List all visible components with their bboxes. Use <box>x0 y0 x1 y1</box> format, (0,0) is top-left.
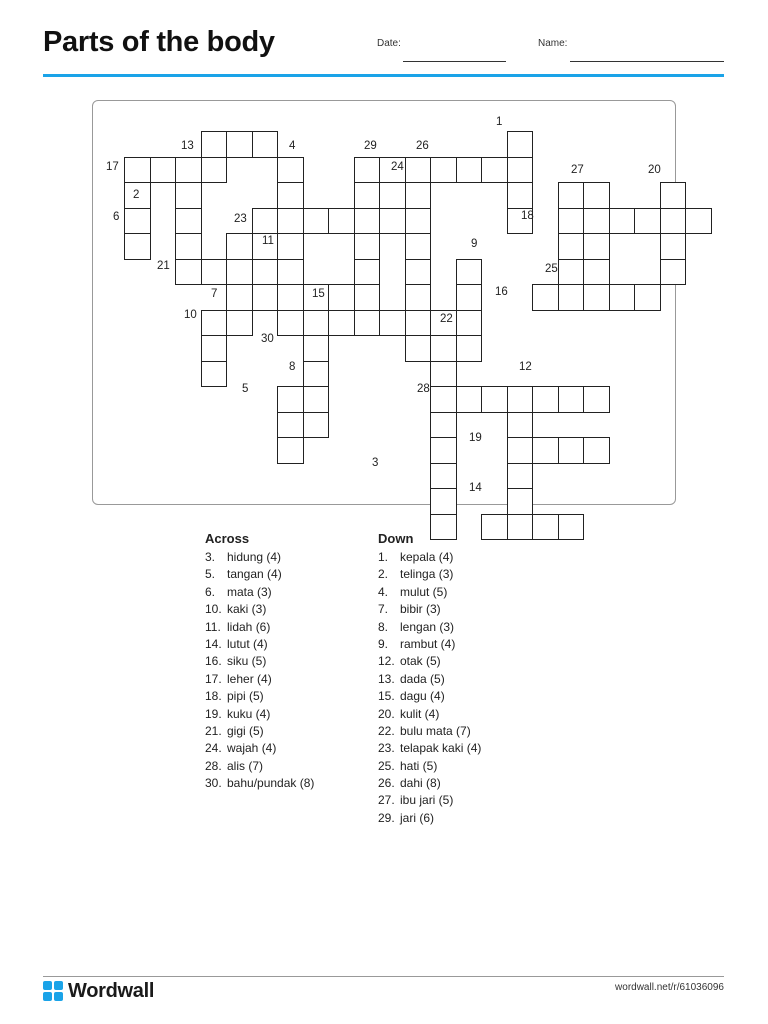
clue-text: lutut (4) <box>227 636 268 651</box>
crossword-cell[interactable] <box>328 208 355 235</box>
clue-number-label: 10 <box>184 309 197 321</box>
clue-text: bulu mata (7) <box>400 723 471 738</box>
down-clues <box>378 530 481 827</box>
clue-number: 13. <box>378 671 395 686</box>
clue-number: 12. <box>378 654 395 669</box>
across-clue <box>205 775 314 792</box>
clue-number: 8. <box>378 619 389 634</box>
clue-number-label: 29 <box>364 140 377 152</box>
across-clue <box>205 566 314 583</box>
across-clue <box>205 706 314 723</box>
crossword-cell[interactable] <box>252 284 279 311</box>
crossword-cell[interactable] <box>583 208 610 235</box>
crossword-cell[interactable] <box>430 412 457 439</box>
down-clue <box>378 758 481 775</box>
clue-number: 2. <box>378 567 389 582</box>
crossword-cell[interactable] <box>558 437 585 464</box>
crossword-cell[interactable] <box>507 488 534 515</box>
crossword-cell[interactable] <box>150 157 177 184</box>
crossword-cell[interactable] <box>277 284 304 311</box>
clue-text: kulit (4) <box>400 706 440 721</box>
crossword-cell[interactable] <box>507 412 534 439</box>
clue-number-label: 24 <box>391 161 404 173</box>
wordwall-logo-icon <box>43 981 63 1001</box>
crossword-cell[interactable] <box>583 233 610 260</box>
crossword-cell[interactable] <box>609 284 636 311</box>
clue-number: 9. <box>378 636 389 651</box>
crossword-cell[interactable] <box>277 157 304 184</box>
crossword-cell[interactable] <box>354 310 381 337</box>
crossword-cell[interactable] <box>405 259 432 286</box>
crossword-cell[interactable] <box>226 131 253 158</box>
crossword-cell[interactable] <box>456 310 483 337</box>
crossword-cell[interactable] <box>558 386 585 413</box>
crossword-cell[interactable] <box>558 259 585 286</box>
crossword-cell[interactable] <box>226 233 253 260</box>
crossword-cell[interactable] <box>252 131 279 158</box>
crossword-cell[interactable] <box>201 157 228 184</box>
clue-text: leher (4) <box>227 671 272 686</box>
clue-number-label: 20 <box>648 164 661 176</box>
clue-number-label: 30 <box>261 333 274 345</box>
clue-number-label: 7 <box>211 288 218 300</box>
crossword-cell[interactable] <box>201 131 228 158</box>
clue-text: alis (7) <box>227 758 264 773</box>
clue-number: 14. <box>205 636 222 651</box>
clue-number-label: 11 <box>262 235 274 247</box>
crossword-cell[interactable] <box>303 412 330 439</box>
crossword-cell[interactable] <box>226 310 253 337</box>
clue-number: 7. <box>378 602 389 617</box>
down-clue <box>378 549 481 566</box>
footer-url: wordwall.net/r/61036096 <box>615 982 724 993</box>
crossword-cell[interactable] <box>558 208 585 235</box>
crossword-cell[interactable] <box>226 284 253 311</box>
crossword-cell[interactable] <box>201 335 228 362</box>
clue-text: hati (5) <box>400 758 438 773</box>
header-divider <box>43 74 724 77</box>
clue-number: 27. <box>378 793 395 808</box>
crossword-cell[interactable] <box>405 310 432 337</box>
crossword-cell[interactable] <box>583 437 610 464</box>
clue-number-label: 1 <box>496 116 503 128</box>
crossword-cell[interactable] <box>252 208 279 235</box>
clue-number-label: 22 <box>440 313 453 325</box>
crossword-cell[interactable] <box>175 259 202 286</box>
crossword-cell[interactable] <box>303 208 330 235</box>
crossword-cell[interactable] <box>456 386 483 413</box>
crossword-cell[interactable] <box>201 361 228 388</box>
clue-number: 17. <box>205 671 222 686</box>
crossword-cell[interactable] <box>354 157 381 184</box>
crossword-cell[interactable] <box>685 208 712 235</box>
clue-number: 16. <box>205 654 222 669</box>
across-clue <box>205 671 314 688</box>
clue-number-label: 28 <box>417 383 430 395</box>
across-clue <box>205 636 314 653</box>
crossword-cell[interactable] <box>303 335 330 362</box>
crossword-cell[interactable] <box>430 386 457 413</box>
crossword-cell[interactable] <box>532 437 559 464</box>
crossword-cell[interactable] <box>660 259 687 286</box>
down-clue <box>378 671 481 688</box>
crossword-cell[interactable] <box>354 284 381 311</box>
clue-number-label: 2 <box>133 189 140 201</box>
across-clue <box>205 758 314 775</box>
crossword-cell[interactable] <box>405 284 432 311</box>
crossword-cell[interactable] <box>175 208 202 235</box>
logo-text: Wordwall <box>68 979 155 1002</box>
clue-number: 6. <box>205 584 216 599</box>
clue-text: otak (5) <box>400 654 441 669</box>
down-heading: Down <box>378 531 414 546</box>
down-clue <box>378 792 481 809</box>
crossword-cell[interactable] <box>532 284 559 311</box>
crossword-cell[interactable] <box>583 386 610 413</box>
crossword-cell[interactable] <box>583 284 610 311</box>
clue-number-label: 3 <box>372 457 379 469</box>
crossword-cell[interactable] <box>124 208 151 235</box>
clue-number: 23. <box>378 741 395 756</box>
clue-text: kaki (3) <box>227 602 267 617</box>
down-clue <box>378 601 481 618</box>
crossword-cell[interactable] <box>609 208 636 235</box>
crossword-cell[interactable] <box>532 514 559 541</box>
clue-text: telinga (3) <box>400 567 454 582</box>
crossword-cell[interactable] <box>430 488 457 515</box>
crossword-cell[interactable] <box>405 233 432 260</box>
across-clue <box>205 549 314 566</box>
crossword-cell[interactable] <box>201 310 228 337</box>
crossword-cell[interactable] <box>277 182 304 209</box>
crossword-cell[interactable] <box>277 310 304 337</box>
crossword-cell[interactable] <box>660 208 687 235</box>
clue-number-label: 17 <box>106 161 119 173</box>
crossword-cell[interactable] <box>430 437 457 464</box>
crossword-cell[interactable] <box>430 463 457 490</box>
clue-number-label: 18 <box>521 210 534 222</box>
crossword-cell[interactable] <box>481 514 508 541</box>
crossword-cell[interactable] <box>303 361 330 388</box>
clue-number-label: 14 <box>469 482 482 494</box>
clue-number: 3. <box>205 550 216 564</box>
clue-number: 25. <box>378 758 395 773</box>
clue-text: gigi (5) <box>227 723 264 738</box>
crossword-cell[interactable] <box>507 182 534 209</box>
crossword-cell[interactable] <box>456 335 483 362</box>
crossword-cell[interactable] <box>277 437 304 464</box>
down-clue <box>378 775 481 792</box>
crossword-cell[interactable] <box>226 259 253 286</box>
crossword-cell[interactable] <box>507 386 534 413</box>
clue-text: hidung (4) <box>227 550 282 564</box>
across-clue <box>205 723 314 740</box>
clue-text: rambut (4) <box>400 636 456 651</box>
down-clue <box>378 636 481 653</box>
clue-number: 26. <box>378 776 395 791</box>
clue-number-label: 25 <box>545 263 558 275</box>
crossword-cell[interactable] <box>175 182 202 209</box>
clue-text: mata (3) <box>227 584 272 599</box>
clue-number: 5. <box>205 567 216 582</box>
across-clue <box>205 619 314 636</box>
clue-text: bibir (3) <box>400 602 441 617</box>
crossword-cell[interactable] <box>354 208 381 235</box>
clue-text: pipi (5) <box>227 689 264 704</box>
across-clue <box>205 740 314 757</box>
clue-number: 28. <box>205 758 222 773</box>
down-clue <box>378 619 481 636</box>
crossword-cell[interactable] <box>405 335 432 362</box>
crossword-cell[interactable] <box>456 259 483 286</box>
crossword-cell[interactable] <box>277 386 304 413</box>
clue-text: kepala (4) <box>400 550 454 564</box>
crossword-cell[interactable] <box>507 437 534 464</box>
crossword-cell[interactable] <box>507 463 534 490</box>
down-clue <box>378 688 481 705</box>
clue-number-label: 8 <box>289 361 296 373</box>
crossword-cell[interactable] <box>252 259 279 286</box>
clue-number-label: 4 <box>289 140 296 152</box>
crossword-cell[interactable] <box>405 157 432 184</box>
crossword-cell[interactable] <box>660 233 687 260</box>
clue-text: mulut (5) <box>400 584 448 599</box>
crossword-cell[interactable] <box>456 157 483 184</box>
crossword-cell[interactable] <box>354 182 381 209</box>
crossword-cell[interactable] <box>430 361 457 388</box>
clue-text: jari (6) <box>400 810 435 825</box>
down-clue <box>378 810 481 827</box>
clue-number-label: 15 <box>312 288 325 300</box>
clue-number-label: 13 <box>181 140 194 152</box>
crossword-cell[interactable] <box>430 157 457 184</box>
clue-text: tangan (4) <box>227 567 282 582</box>
down-clue <box>378 740 481 757</box>
crossword-cell[interactable] <box>660 182 687 209</box>
crossword-cell[interactable] <box>456 284 483 311</box>
crossword-cell[interactable] <box>124 157 151 184</box>
crossword-cell[interactable] <box>303 386 330 413</box>
clue-number-label: 21 <box>157 260 170 272</box>
crossword-cell[interactable] <box>328 310 355 337</box>
crossword-cell[interactable] <box>354 233 381 260</box>
date-line <box>403 61 506 62</box>
down-clue <box>378 566 481 583</box>
clue-text: ibu jari (5) <box>400 793 454 808</box>
crossword-cell[interactable] <box>507 157 534 184</box>
name-label: Name: <box>538 38 568 49</box>
clue-number: 29. <box>378 810 395 825</box>
crossword-cell[interactable] <box>634 284 661 311</box>
clue-text: telapak kaki (4) <box>400 741 482 756</box>
clue-text: lengan (3) <box>400 619 455 634</box>
crossword-cell[interactable] <box>532 386 559 413</box>
clue-number-label: 9 <box>471 238 478 250</box>
crossword-cell[interactable] <box>583 182 610 209</box>
clue-text: dada (5) <box>400 671 445 686</box>
clue-text: bahu/pundak (8) <box>227 776 315 791</box>
crossword-cell[interactable] <box>481 386 508 413</box>
crossword-cell[interactable] <box>175 233 202 260</box>
clue-number: 22. <box>378 723 395 738</box>
clue-number: 11. <box>205 619 221 634</box>
crossword-cell[interactable] <box>303 310 330 337</box>
across-clues <box>205 530 314 792</box>
clue-number: 18. <box>205 689 222 704</box>
crossword-cell[interactable] <box>277 208 304 235</box>
wordwall-logo <box>43 981 154 1001</box>
crossword-cell[interactable] <box>558 182 585 209</box>
clue-text: kuku (4) <box>227 706 271 721</box>
across-clue <box>205 584 314 601</box>
across-clue <box>205 688 314 705</box>
crossword-cell[interactable] <box>328 284 355 311</box>
across-clue <box>205 601 314 618</box>
clue-number: 24. <box>205 741 222 756</box>
crossword-cell[interactable] <box>507 131 534 158</box>
crossword-cell[interactable] <box>354 259 381 286</box>
clue-number-label: 5 <box>242 383 249 395</box>
clue-number-label: 12 <box>519 361 532 373</box>
clue-text: siku (5) <box>227 654 267 669</box>
clue-number-label: 6 <box>113 211 120 223</box>
down-clue <box>378 723 481 740</box>
clue-text: dagu (4) <box>400 689 445 704</box>
clue-number: 19. <box>205 706 222 721</box>
crossword-cell[interactable] <box>405 208 432 235</box>
clue-number-label: 23 <box>234 213 247 225</box>
crossword-cell[interactable] <box>175 157 202 184</box>
crossword-cell[interactable] <box>405 182 432 209</box>
clue-number: 21. <box>205 723 222 738</box>
crossword-cell[interactable] <box>507 514 534 541</box>
clue-number-label: 16 <box>495 286 508 298</box>
clue-number-label: 19 <box>469 432 482 444</box>
clue-number-label: 27 <box>571 164 584 176</box>
crossword-cell[interactable] <box>481 157 508 184</box>
clue-text: dahi (8) <box>400 776 441 791</box>
clue-text: wajah (4) <box>227 741 277 756</box>
across-clue <box>205 653 314 670</box>
crossword-cell[interactable] <box>277 233 304 260</box>
name-line <box>570 61 724 62</box>
crossword-cell[interactable] <box>379 208 406 235</box>
crossword-cell[interactable] <box>558 284 585 311</box>
clue-number-label: 26 <box>416 140 429 152</box>
footer-divider <box>43 976 724 977</box>
crossword-cell[interactable] <box>277 259 304 286</box>
clue-number: 30. <box>205 776 222 791</box>
crossword-cell[interactable] <box>583 259 610 286</box>
crossword-cell[interactable] <box>558 514 585 541</box>
down-clue <box>378 584 481 601</box>
clue-number: 20. <box>378 706 395 721</box>
crossword-cell[interactable] <box>634 208 661 235</box>
down-clue <box>378 653 481 670</box>
crossword-cell[interactable] <box>379 310 406 337</box>
page-title: Parts of the body <box>43 26 275 58</box>
crossword-cell[interactable] <box>124 233 151 260</box>
down-clue <box>378 706 481 723</box>
crossword-cell[interactable] <box>558 233 585 260</box>
across-heading: Across <box>205 531 250 546</box>
clue-number: 4. <box>378 584 389 599</box>
clue-number: 15. <box>378 689 395 704</box>
crossword-cell[interactable] <box>201 259 228 286</box>
date-label: Date: <box>377 38 401 49</box>
crossword-cell[interactable] <box>277 412 304 439</box>
clue-number: 10. <box>205 602 222 617</box>
clue-text: lidah (6) <box>227 619 271 634</box>
clue-number: 1. <box>378 550 389 564</box>
